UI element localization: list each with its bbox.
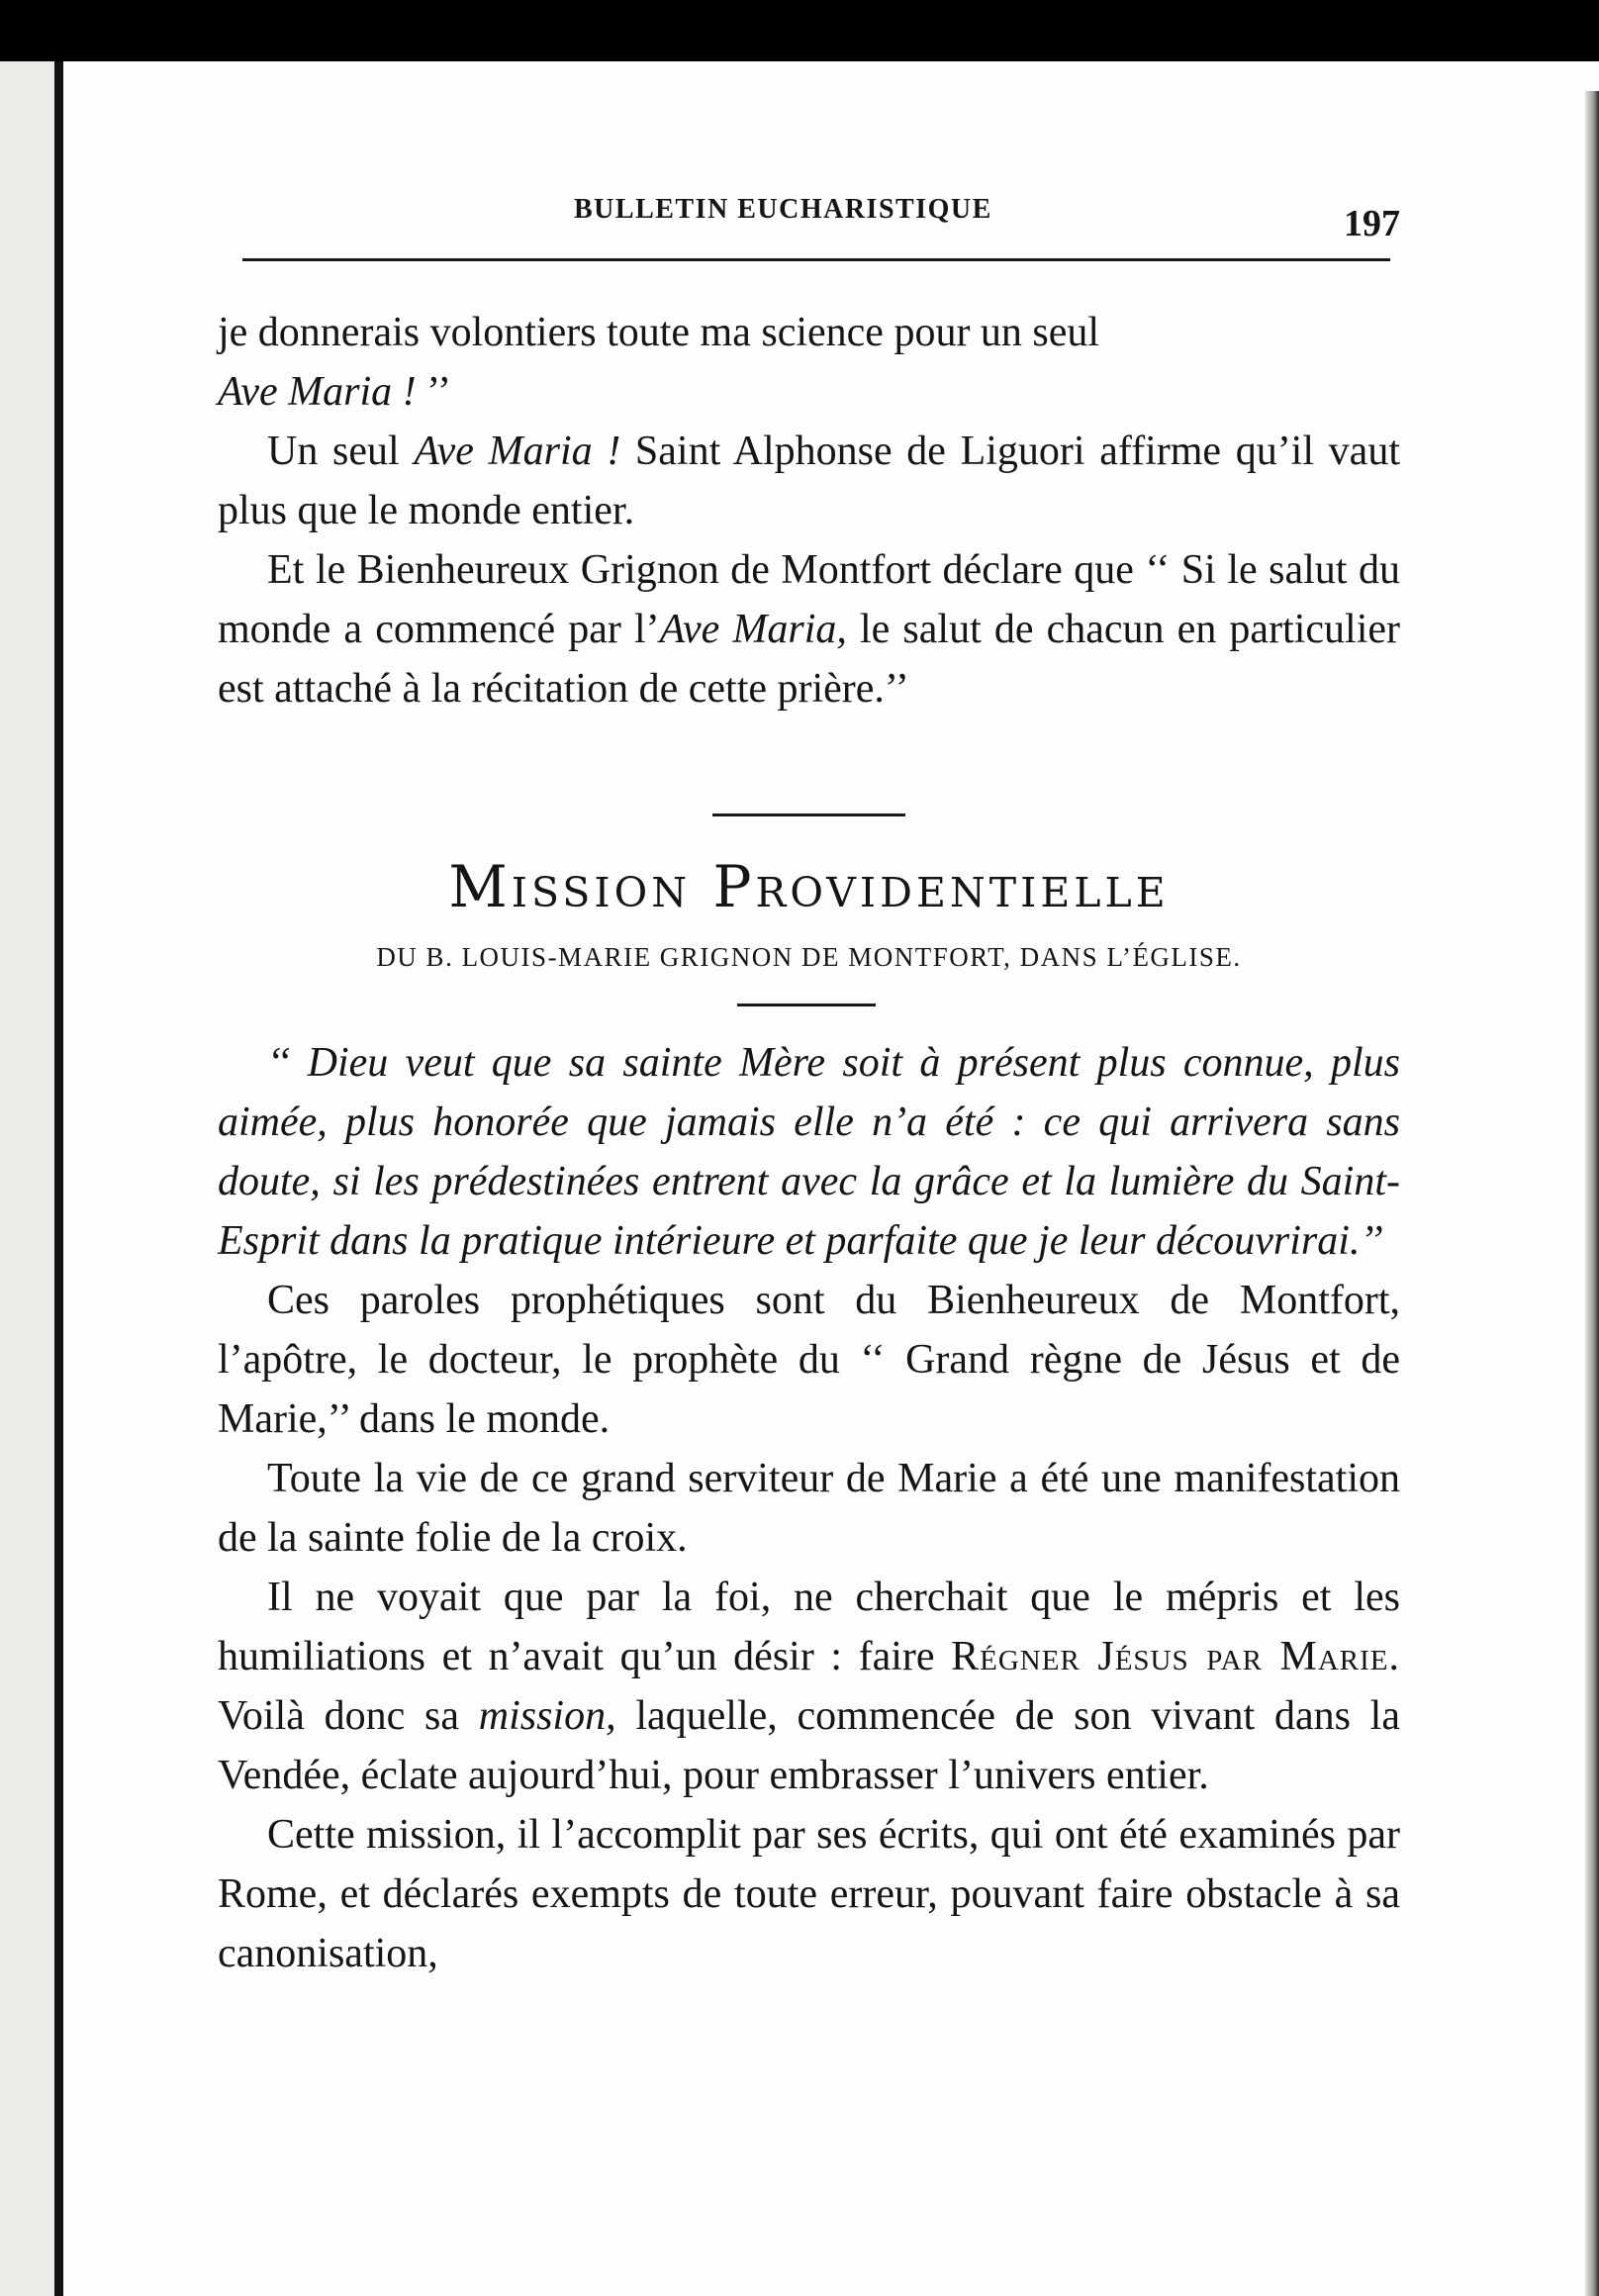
section-p3-rest: laquelle, commencée de son vivant dans la Vendée, éclate aujourd’hui, pour embrasser l’univers entier. [218,1693,1400,1798]
section-title: Mission Providentielle [448,853,1170,920]
binding-gutter [54,61,63,2296]
section-p3-italic: mission, [478,1693,616,1739]
section-separator-bottom [737,1004,876,1006]
intro-paragraph-2 [218,422,1400,540]
section-p3-smallcaps: Régner Jésus par Marie. [951,1634,1401,1679]
intro-p1-italic: Ave Maria ! [218,369,417,415]
page-number: 197 [1344,203,1400,244]
montfort-quote: ‘‘ Dieu veut que sa sainte Mère soit à présent plus connue, plus aimée, plus honorée que jamais elle n’a été : ce qui arrivera sans doute, si les prédestinées entrent avec la grâce et la lumière du Saint-Esprit dans la pratique intérieure et parfaite que je leur découvrirai.’’ [218,1040,1400,1264]
book-page [0,61,1599,2296]
header-rule [242,258,1390,261]
section-subtitle: DU B. LOUIS-MARIE GRIGNON DE MONTFORT, DANS L’ÉGLISE. [376,942,1242,972]
section-paragraph-1: Ces paroles prophétiques sont du Bienheureux de Montfort, l’apôtre, le docteur, le prophète du ‘‘ Grand règne de Jésus et de Marie,’’ dans le monde. [218,1278,1400,1442]
page-right-edge [1585,91,1599,2296]
section-paragraph-3 [218,1568,1400,1805]
intro-p2-italic: Ave Maria ! [414,429,621,474]
section-p3-mid: Voilà donc sa [218,1693,479,1739]
section-paragraph-2: Toute la vie de ce grand serviteur de Marie a été une manifestation de la sainte folie de la croix. [218,1456,1400,1561]
section-text [218,1033,1400,1983]
facing-page-edge [0,61,54,2296]
intro-p1-line: je donnerais volontiers toute ma science pour un seul [218,310,1100,355]
running-head-title: BULLETIN EUCHARISTIQUE [574,194,992,225]
intro-p1-end: ’’ [416,369,451,415]
intro-p3-italic: Ave Maria, [659,607,847,652]
intro-p3-rest: le salut de chacun en particulier est attaché à la récitation de cette prière.’’ [218,607,1401,712]
intro-p3-start: Et le Bienheureux Grignon de Montfort déclare que ‘‘ Si le salut du monde a commencé par l’ [218,547,1400,652]
intro-p2-rest: Saint Alphonse de Liguori affirme qu’il vaut plus que le monde entier. [218,429,1400,533]
intro-paragraph-3 [218,540,1400,718]
intro-text [218,303,1400,718]
section-p3-start: Il ne voyait que par la foi, ne cherchait que le mépris et les humiliations et n’avait qu’un désir : faire [218,1575,1400,1679]
section-paragraph-4: Cette mission, il l’accomplit par ses écrits, qui ont été examinés par Rome, et déclarés exempts de toute erreur, pouvant faire obstacle à sa canonisation, [218,1812,1400,1976]
section-separator-top [712,813,905,816]
intro-paragraph-1 [218,303,1400,422]
intro-p2-start: Un seul [267,429,415,474]
